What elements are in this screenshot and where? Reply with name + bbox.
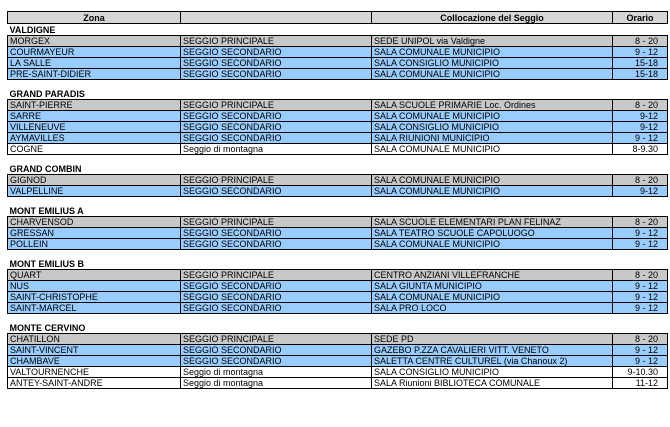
place-cell: NUS — [8, 281, 181, 292]
table-row — [8, 122, 668, 133]
zone-heading-row — [8, 322, 668, 334]
zone-heading: GRAND COMBIN — [8, 163, 668, 175]
place-cell: GRESSAN — [8, 228, 181, 239]
hours-cell: 8 - 20 — [613, 334, 668, 345]
zone-heading-row — [8, 24, 668, 36]
hours-cell: 11-12 — [613, 378, 668, 389]
header-zone: Zona — [8, 12, 181, 24]
seat-type-cell: SEGGIO PRINCIPALE — [181, 217, 372, 228]
location-cell: CENTRO ANZIANI VILLEFRANCHE — [372, 270, 613, 281]
hours-cell: 8 - 20 — [613, 270, 668, 281]
table-row — [8, 356, 668, 367]
table-row — [8, 228, 668, 239]
zone-heading: MONT EMILIUS B — [8, 258, 668, 270]
seat-type-cell: SEGGIO SECONDARIO — [181, 111, 372, 122]
hours-cell: 9 - 12 — [613, 345, 668, 356]
hours-cell: 9 - 12 — [613, 133, 668, 144]
table-row — [8, 175, 668, 186]
seat-type-cell: SEGGIO SECONDARIO — [181, 186, 372, 197]
place-cell: SAINT-PIERRE — [8, 100, 181, 111]
location-cell: SALA COMUNALE MUNICIPIO — [372, 186, 613, 197]
location-cell: SALA CONSIGLIO MUNICIPIO — [372, 122, 613, 133]
hours-cell: 8 - 20 — [613, 217, 668, 228]
location-cell: SEDE PD — [372, 334, 613, 345]
table-row — [8, 270, 668, 281]
location-cell: SALA TEATRO SCUOLE CAPOLUOGO — [372, 228, 613, 239]
table-row — [8, 100, 668, 111]
place-cell: LA SALLE — [8, 58, 181, 69]
seat-type-cell: SEGGIO SECONDARIO — [181, 303, 372, 314]
zone-heading-row — [8, 258, 668, 270]
location-cell: SALA GIUNTA MUNICIPIO — [372, 281, 613, 292]
seat-type-cell: SEGGIO SECONDARIO — [181, 47, 372, 58]
location-cell: SALA COMUNALE MUNICIPIO — [372, 292, 613, 303]
table-body — [8, 24, 668, 389]
seat-type-cell: SEGGIO PRINCIPALE — [181, 175, 372, 186]
seat-type-cell: SEGGIO SECONDARIO — [181, 133, 372, 144]
location-cell: SALA COMUNALE MUNICIPIO — [372, 69, 613, 80]
hours-cell: 9 - 12 — [613, 281, 668, 292]
place-cell: CHARVENSOD — [8, 217, 181, 228]
hours-cell: 15-18 — [613, 58, 668, 69]
table-row — [8, 47, 668, 58]
polling-stations-table — [7, 11, 668, 389]
spacer-cell — [8, 197, 668, 206]
seat-type-cell: SEGGIO PRINCIPALE — [181, 100, 372, 111]
seat-type-cell: Seggio di montagna — [181, 144, 372, 155]
spacer-cell — [8, 155, 668, 164]
location-cell: SALA Riunioni BIBLIOTECA COMUNALE — [372, 378, 613, 389]
hours-cell: 8-9.30 — [613, 144, 668, 155]
table-row — [8, 303, 668, 314]
hours-cell: 9 - 12 — [613, 47, 668, 58]
table-row — [8, 217, 668, 228]
hours-cell: 9-12 — [613, 122, 668, 133]
header-location: Collocazione del Seggio — [372, 12, 613, 24]
seat-type-cell: Seggio di montagna — [181, 367, 372, 378]
location-cell: SALA RIUNIONI MUNICIPIO — [372, 133, 613, 144]
spacer-row — [8, 155, 668, 164]
seat-type-cell: SEGGIO SECONDARIO — [181, 228, 372, 239]
polling-stations-sheet — [7, 11, 667, 389]
place-cell: ANTEY-SAINT-ANDRE — [8, 378, 181, 389]
table-row — [8, 345, 668, 356]
spacer-cell — [8, 80, 668, 89]
location-cell: SALA SCUOLE PRIMARIE Loc. Ordines — [372, 100, 613, 111]
table-row — [8, 367, 668, 378]
seat-type-cell: SEGGIO PRINCIPALE — [181, 334, 372, 345]
table-row — [8, 69, 668, 80]
table-row — [8, 186, 668, 197]
place-cell: SARRE — [8, 111, 181, 122]
location-cell: SALA COMUNALE MUNICIPIO — [372, 47, 613, 58]
place-cell: VILLENEUVE — [8, 122, 181, 133]
hours-cell: 8 - 20 — [613, 100, 668, 111]
seat-type-cell: SEGGIO SECONDARIO — [181, 122, 372, 133]
hours-cell: 9 - 12 — [613, 239, 668, 250]
place-cell: PRE-SAINT-DIDIER — [8, 69, 181, 80]
table-row — [8, 334, 668, 345]
seat-type-cell: SEGGIO SECONDARIO — [181, 239, 372, 250]
seat-type-cell: SEGGIO SECONDARIO — [181, 58, 372, 69]
zone-heading: GRAND PARADIS — [8, 88, 668, 100]
table-row — [8, 281, 668, 292]
seat-type-cell: SEGGIO SECONDARIO — [181, 281, 372, 292]
location-cell: SALA COMUNALE MUNICIPIO — [372, 144, 613, 155]
place-cell: VALTOURNENCHE — [8, 367, 181, 378]
spacer-row — [8, 80, 668, 89]
seat-type-cell: SEGGIO SECONDARIO — [181, 356, 372, 367]
location-cell: GAZEBO P.ZZA CAVALIERI VITT. VENETO — [372, 345, 613, 356]
place-cell: MORGEX — [8, 36, 181, 47]
hours-cell: 8 - 20 — [613, 175, 668, 186]
location-cell: SEDE UNIPOL via Valdigne — [372, 36, 613, 47]
hours-cell: 9 - 12 — [613, 292, 668, 303]
table-row — [8, 58, 668, 69]
table-row — [8, 378, 668, 389]
place-cell: SAINT-MARCEL — [8, 303, 181, 314]
zone-heading: MONTE CERVINO — [8, 322, 668, 334]
hours-cell: 9-10.30 — [613, 367, 668, 378]
seat-type-cell: Seggio di montagna — [181, 378, 372, 389]
location-cell: SALA CONSIGLIO MUNICIPIO — [372, 367, 613, 378]
place-cell: SAINT-VINCENT — [8, 345, 181, 356]
table-row — [8, 36, 668, 47]
place-cell: COGNE — [8, 144, 181, 155]
hours-cell: 9-12 — [613, 186, 668, 197]
place-cell: CHAMBAVE — [8, 356, 181, 367]
location-cell: SALA COMUNALE MUNICIPIO — [372, 111, 613, 122]
zone-heading: VALDIGNE — [8, 24, 668, 36]
spacer-cell — [8, 250, 668, 259]
spacer-row — [8, 314, 668, 323]
location-cell: SALA COMUNALE MUNICIPIO — [372, 239, 613, 250]
table-row — [8, 292, 668, 303]
seat-type-cell: SEGGIO SECONDARIO — [181, 292, 372, 303]
spacer-cell — [8, 314, 668, 323]
place-cell: QUART — [8, 270, 181, 281]
table-row — [8, 111, 668, 122]
location-cell: SALA COMUNALE MUNICIPIO — [372, 175, 613, 186]
place-cell: AYMAVILLES — [8, 133, 181, 144]
header-type — [181, 12, 372, 24]
table-row — [8, 144, 668, 155]
location-cell: SALETTA CENTRE CULTUREL (via Chanoux 2) — [372, 356, 613, 367]
location-cell: SALA SCUOLE ELEMENTARI PLAN FELINAZ — [372, 217, 613, 228]
header-row — [8, 12, 668, 24]
place-cell: SAINT-CHRISTOPHE — [8, 292, 181, 303]
location-cell: SALA PRO LOCO — [372, 303, 613, 314]
hours-cell: 8 - 20 — [613, 36, 668, 47]
zone-heading-row — [8, 205, 668, 217]
hours-cell: 9-12 — [613, 111, 668, 122]
place-cell: CHATILLON — [8, 334, 181, 345]
zone-heading-row — [8, 163, 668, 175]
seat-type-cell: SEGGIO SECONDARIO — [181, 345, 372, 356]
hours-cell: 9 - 12 — [613, 303, 668, 314]
zone-heading-row — [8, 88, 668, 100]
seat-type-cell: SEGGIO SECONDARIO — [181, 69, 372, 80]
spacer-row — [8, 250, 668, 259]
table-row — [8, 133, 668, 144]
seat-type-cell: SEGGIO PRINCIPALE — [181, 36, 372, 47]
place-cell: POLLEIN — [8, 239, 181, 250]
seat-type-cell: SEGGIO PRINCIPALE — [181, 270, 372, 281]
hours-cell: 15-18 — [613, 69, 668, 80]
hours-cell: 9 - 12 — [613, 228, 668, 239]
hours-cell: 9 - 12 — [613, 356, 668, 367]
place-cell: VALPELLINE — [8, 186, 181, 197]
table-row — [8, 239, 668, 250]
place-cell: COURMAYEUR — [8, 47, 181, 58]
zone-heading: MONT EMILIUS A — [8, 205, 668, 217]
spacer-row — [8, 197, 668, 206]
header-hours: Orario — [613, 12, 668, 24]
location-cell: SALA CONSIGLIO MUNICIPIO — [372, 58, 613, 69]
place-cell: GIGNOD — [8, 175, 181, 186]
